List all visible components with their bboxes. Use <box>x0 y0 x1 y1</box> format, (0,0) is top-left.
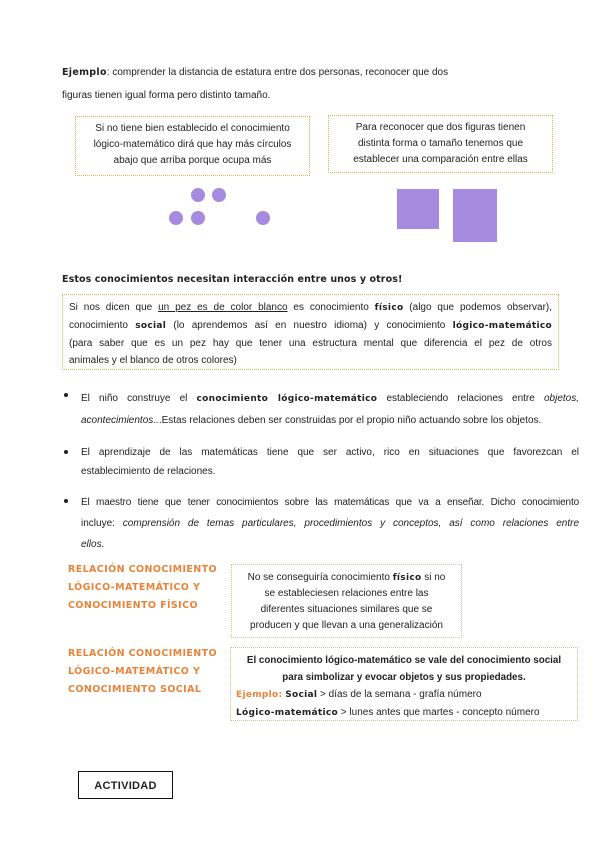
box-left <box>75 116 310 176</box>
relation-1-line3: diferentes situaciones similares que se <box>260 604 433 615</box>
b3-italic-2: ellos. <box>81 539 105 550</box>
relation-2-box <box>230 647 578 721</box>
kt-text: (lo aprendemos así en nuestro idioma) y conocimiento <box>166 320 453 331</box>
bullet-3-line1: El maestro tiene que tener conocimientos sobre las matemáticas que va a enseñar. Dicho conocimiento <box>81 497 579 508</box>
relation-1-title-line: LÓGICO-MATEMÁTICO Y <box>68 582 201 593</box>
kt-social: social <box>135 321 167 331</box>
section-heading: Estos conocimientos necesitan interacción entre unos y otros! <box>62 274 403 285</box>
kt-logico: lógico-matemático <box>452 321 552 331</box>
box-right <box>328 115 553 173</box>
relation-1-line2: se estableciesen relaciones entre las <box>264 588 429 599</box>
box-right-line3: establecer una comparación entre ellas <box>353 154 528 165</box>
box-right-line1: Para reconocer que dos figuras tienen <box>355 122 526 133</box>
relation-1-title-line: RELACIÓN CONOCIMIENTO <box>68 564 218 575</box>
relation-1-title-line: CONOCIMIENTO FÍSICO <box>68 600 198 611</box>
bullet-1 <box>81 388 579 431</box>
kt-text: conocimiento <box>69 320 136 331</box>
box-left-line3: abajo que arriba porque ocupa más <box>113 155 272 166</box>
kt-text: es conocimiento <box>287 302 375 313</box>
intro-text-1: : comprender la distancia de estatura entre dos personas, reconocer que dos <box>106 67 449 78</box>
example-logico-text: > lunes antes que martes - concepto número <box>338 707 540 718</box>
circle-bottom-3 <box>256 211 270 225</box>
bullet-3-line3 <box>81 534 579 555</box>
relation-1-line4: producen y que llevan a una generalización <box>250 620 443 631</box>
bullet-1-line2 <box>81 410 579 431</box>
example-logico: Lógico-matemático <box>236 708 339 718</box>
b1-italic: objetos, <box>543 393 580 404</box>
relation-2-line2: para simbolizar y evocar objetos y sus propiedades. <box>282 672 526 683</box>
activity-label: ACTIVIDAD <box>94 780 157 792</box>
intro-paragraph-line2 <box>62 89 270 103</box>
knowledge-line2 <box>69 317 552 335</box>
b1-text: estableciendo relaciones entre <box>377 393 544 404</box>
b1-italic-2: acontecimientos.. <box>81 415 159 426</box>
relation-2-line1: El conocimiento lógico-matemático se vale del conocimiento social <box>246 655 562 666</box>
square-small <box>397 189 439 229</box>
intro-paragraph <box>62 66 542 80</box>
knowledge-line4: animales y el blanco de otros colores) <box>69 355 237 366</box>
relation-2-example-social <box>236 686 572 704</box>
r1-text: No se conseguiría conocimiento <box>247 572 393 583</box>
b1-text-2: .Estas relaciones deben ser construidas por el propio niño actuando sobre los objetos. <box>158 415 542 426</box>
circle-top-1 <box>191 188 205 202</box>
b1-text: El niño construye el <box>81 393 197 404</box>
relation-2-example-logico <box>236 704 572 722</box>
example-social-text: > días de la semana - grafía número <box>317 689 482 700</box>
bullet-icon <box>64 499 68 503</box>
bullet-2-line2: establecimiento de relaciones. <box>81 466 216 477</box>
relation-2-title-line: LÓGICO-MATEMÁTICO Y <box>68 666 201 677</box>
bullet-1-line1 <box>81 388 579 410</box>
relation-2-title-line: CONOCIMIENTO SOCIAL <box>68 684 202 695</box>
example-social: Social <box>285 690 318 700</box>
bullet-icon <box>64 450 68 454</box>
box-right-line2: distinta forma o tamaño tenemos que <box>357 138 524 149</box>
circle-bottom-2 <box>191 211 205 225</box>
bullet-3-line2 <box>81 513 579 534</box>
relation-1-line1 <box>232 570 461 586</box>
knowledge-types-box <box>62 294 559 370</box>
bullet-2 <box>81 443 579 481</box>
circle-top-2 <box>212 188 226 202</box>
example-label: Ejemplo: <box>236 690 283 700</box>
r1-text: si no <box>421 572 446 583</box>
relation-2-title-line: RELACIÓN CONOCIMIENTO <box>68 648 218 659</box>
b3-text: incluye: <box>81 518 123 529</box>
relation-1-title <box>68 561 217 615</box>
activity-box <box>78 771 173 799</box>
knowledge-line1 <box>69 299 552 317</box>
b3-italic: comprensión de temas particulares, procedimientos y conceptos, así como relaciones entre <box>122 518 580 529</box>
knowledge-line3: (para saber que es un pez hay que tener una estructura mental que diferencia el pez de otros <box>69 338 552 349</box>
intro-text-2: figuras tienen igual forma pero distinto tamaño. <box>62 90 271 101</box>
bullet-2-line1: El aprendizaje de las matemáticas tiene que ser activo, rico en situaciones que favorezcan el <box>81 447 579 458</box>
relation-1-box <box>231 564 462 638</box>
kt-text: Si nos dicen que <box>69 302 159 313</box>
box-left-line1: Si no tiene bien establecido el conocimiento <box>95 123 290 134</box>
intro-label: Ejemplo <box>62 67 107 78</box>
bullet-3 <box>81 492 579 555</box>
b1-bold: conocimiento lógico-matemático <box>196 394 378 404</box>
kt-text: (algo que podemos observar), <box>403 302 553 313</box>
square-large <box>453 189 497 242</box>
bullet-icon <box>64 393 68 397</box>
relation-2-title <box>68 645 217 699</box>
kt-fisico: físico <box>374 303 404 313</box>
r1-fisico: físico <box>392 573 422 583</box>
circle-bottom-1 <box>169 211 183 225</box>
box-left-line2: lógico-matemático dirá que hay más círculos <box>93 139 292 150</box>
kt-underlined: un pez es de color blanco <box>158 302 288 313</box>
